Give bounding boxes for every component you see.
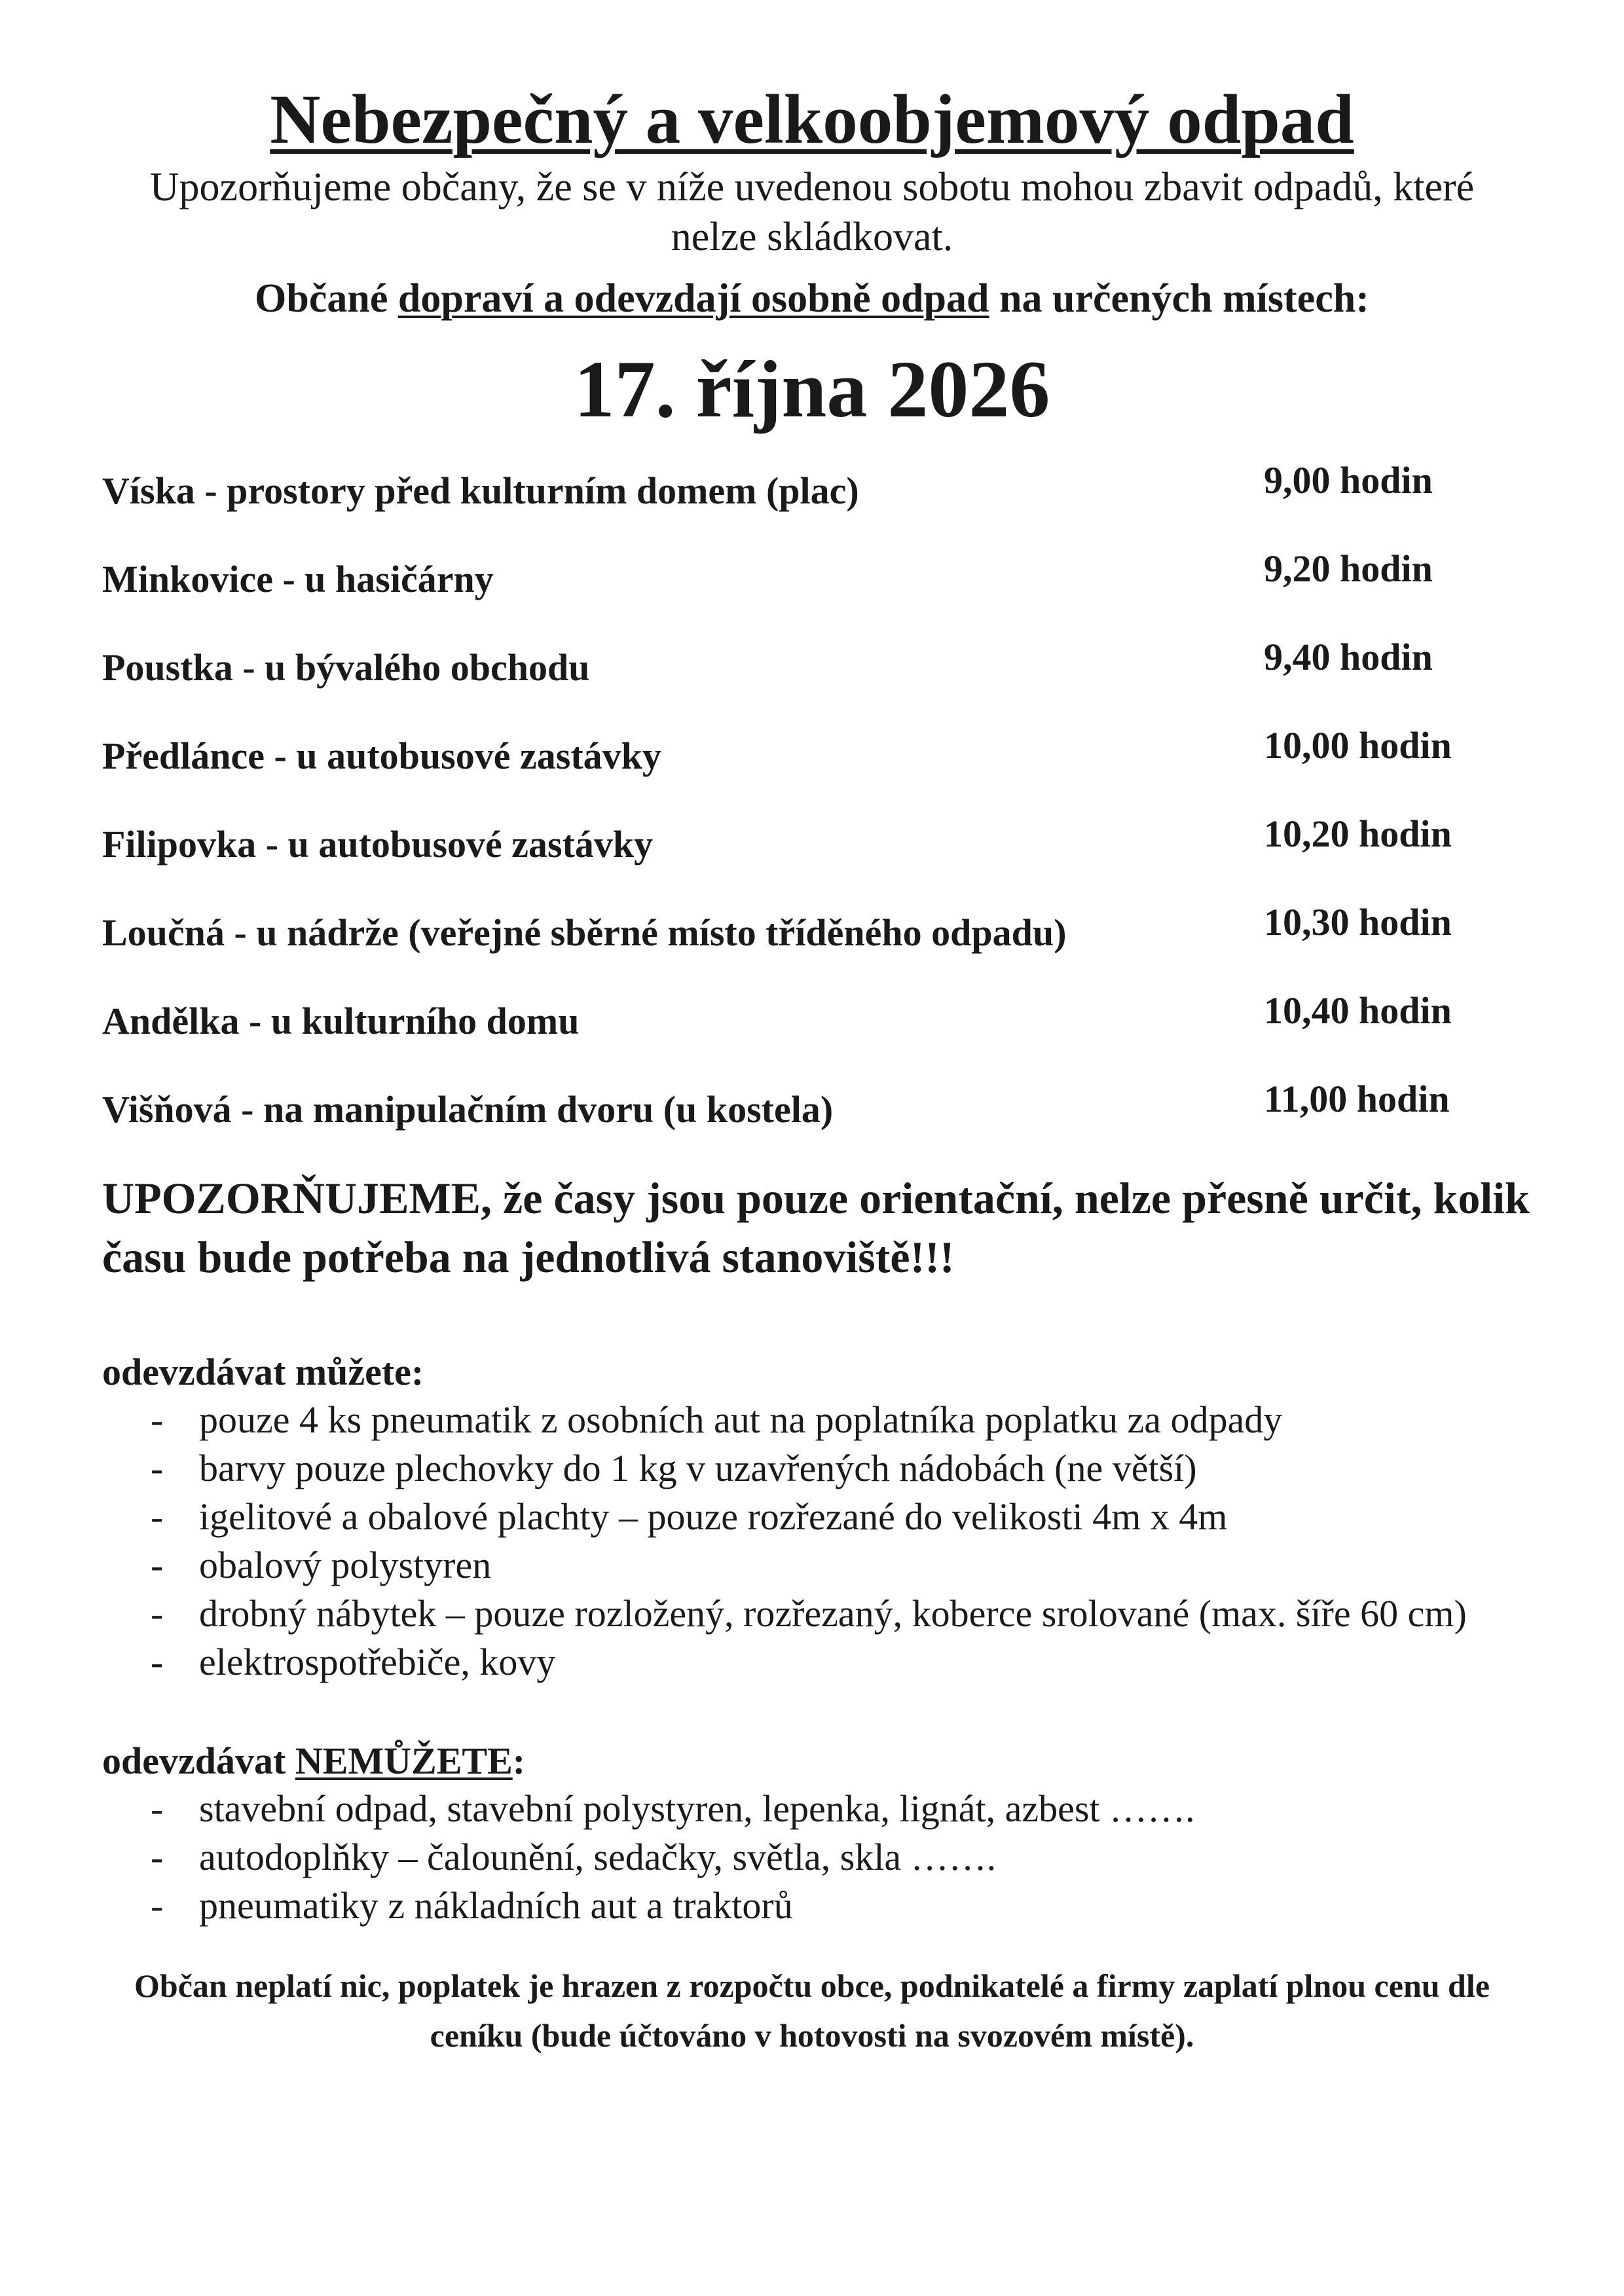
bullet-dash: - [151,1592,164,1635]
bullet-dash: - [151,1836,164,1878]
page-title: Nebezpečný a velkoobjemový odpad [270,81,1354,158]
intro-text: Upozorňujeme občany, že se v níže uvedenou sobotu mohou zbavit odpadů, které nelze skládkovat. [149,165,1475,259]
bullet-dash: - [151,1641,164,1683]
allowed-list [102,1396,1530,1686]
bullet-dash: - [151,1398,164,1441]
forbidden-heading-emphasis: NEMŮŽETE [295,1740,513,1782]
schedule-place: Předlánce - u autobusové zastávky [102,735,661,777]
list-item: - barvy pouze plechovky do 1 kg v uzavřených nádobách (ne větší) [102,1444,1530,1493]
delivery-instruction: Občané dopraví a odevzdají osobně odpad na určených místech: [255,276,1369,321]
allowed-heading: odevzdávat můžete: [102,1351,424,1393]
list-item: - pouze 4 ks pneumatik z osobních aut na poplatníka poplatku za odpady [102,1396,1530,1444]
schedule-row [102,812,1543,907]
schedule-place: Poustka - u bývalého obchodu [102,646,590,689]
schedule-time: 10,20 hodin [1264,812,1452,855]
list-item: - stavební odpad, stavební polystyren, lepenka, lignát, azbest ……. [102,1785,1530,1833]
forbidden-heading: odevzdávat NEMŮŽETE: [102,1740,526,1782]
schedule-row [102,901,1543,995]
schedule-row [102,459,1543,553]
fee-note: Občan neplatí nic, poplatek je hrazen z rozpočtu obce, podnikatelé a firmy zaplatí plnou cenu dle ceníku (bude účtováno v hotovosti na svozovém místě). [134,1967,1490,2054]
schedule-row [102,1078,1543,1172]
schedule-time: 10,30 hodin [1264,901,1452,943]
list-item: - igelitové a obalové plachty – pouze rozřezané do velikosti 4m x 4m [102,1493,1530,1541]
list-item: - drobný nábytek – pouze rozložený, rozřezaný, koberce srolované (max. šíře 60 cm) [102,1590,1530,1638]
collection-schedule [102,459,1543,1172]
schedule-place: Andělka - u kulturního domu [102,1000,580,1042]
schedule-place: Víska - prostory před kulturním domem (plac) [102,469,859,512]
schedule-time: 9,40 hodin [1264,636,1433,678]
schedule-row [102,989,1543,1084]
schedule-time: 10,40 hodin [1264,989,1452,1032]
bullet-dash: - [151,1544,164,1586]
bullet-dash: - [151,1884,164,1927]
forbidden-list [102,1785,1530,1930]
list-item: - pneumatiky z nákladních aut a traktorů [102,1882,1530,1930]
list-item: - obalový polystyren [102,1541,1530,1590]
timing-warning: UPOZORŇUJEME, že časy jsou pouze orientační, nelze přesně určit, kolik času bude potřeba na jednotlivá stanoviště!!! [102,1173,1530,1282]
schedule-place: Filipovka - u autobusové zastávky [102,823,654,866]
schedule-row [102,636,1543,730]
schedule-time: 11,00 hodin [1264,1078,1450,1120]
schedule-place: Loučná - u nádrže (veřejné sběrné místo tříděného odpadu) [102,911,1067,954]
bullet-dash: - [151,1447,164,1489]
delivery-instruction-emphasis: dopraví a odevzdají osobně odpad [397,276,989,321]
schedule-time: 9,00 hodin [1264,459,1433,501]
schedule-time: 9,20 hodin [1264,547,1433,590]
bullet-dash: - [151,1787,164,1830]
schedule-place: Višňová - na manipulačním dvoru (u kostela) [102,1088,834,1131]
list-item: - elektrospotřebiče, kovy [102,1638,1530,1686]
bullet-dash: - [151,1495,164,1538]
collection-date: 17. října 2026 [574,344,1050,434]
schedule-place: Minkovice - u hasičárny [102,558,494,600]
schedule-row [102,547,1543,642]
list-item: - autodoplňky – čalounění, sedačky, světla, skla ……. [102,1833,1530,1882]
schedule-row [102,724,1543,818]
schedule-time: 10,00 hodin [1264,724,1452,767]
